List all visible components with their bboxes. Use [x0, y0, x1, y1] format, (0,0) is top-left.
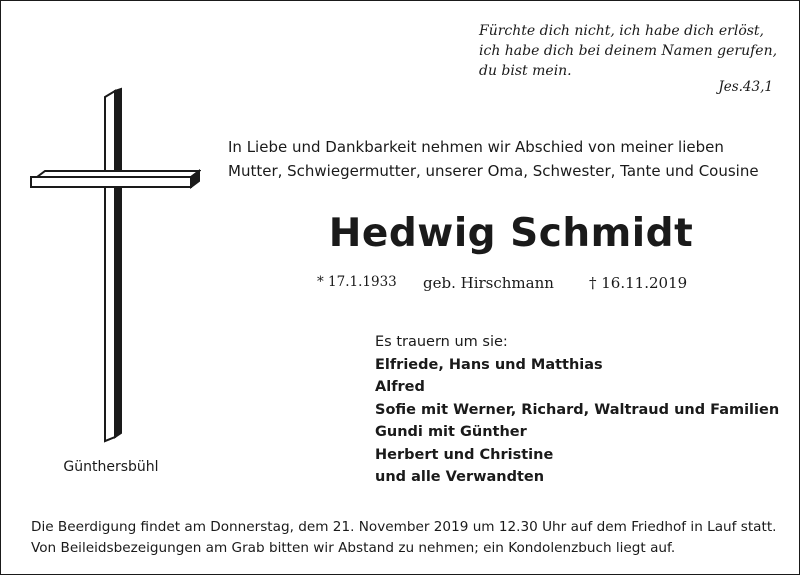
- verse-line: ich habe dich bei deinem Namen gerufen,: [479, 43, 778, 59]
- latin-cross-icon: [29, 87, 201, 443]
- funeral-line: Die Beerdigung findet am Donnerstag, dem 21. November 2019 um 12.30 Uhr auf dem Friedhof in Lauf statt.: [31, 519, 777, 535]
- place-name: Günthersbühl: [63, 459, 159, 475]
- farewell-line: In Liebe und Dankbarkeit nehmen wir Abschied von meiner lieben: [228, 138, 724, 156]
- farewell-text: [228, 135, 788, 183]
- verse-line: du bist mein.: [479, 63, 572, 79]
- birth-date: * 17.1.1933: [317, 274, 397, 290]
- mourner-entry: Elfriede, Hans und Matthias: [375, 356, 603, 373]
- mourner-entry: und alle Verwandten: [375, 469, 545, 485]
- bible-verse: [479, 21, 779, 81]
- verse-line: Fürchte dich nicht, ich habe dich erlöst,: [479, 23, 765, 39]
- mourner-entry: Gundi mit Günther: [375, 424, 527, 440]
- mourner-entry: Sofie mit Werner, Richard, Waltraud und Familien: [375, 401, 780, 418]
- farewell-line: Mutter, Schwiegermutter, unserer Oma, Schwester, Tante und Cousine: [228, 162, 759, 180]
- mourner-entry: Alfred: [375, 379, 425, 395]
- deceased-name: Hedwig Schmidt: [328, 211, 694, 256]
- funeral-details: [31, 517, 791, 559]
- mourners-list: [375, 331, 785, 489]
- verse-reference: Jes.43,1: [718, 79, 773, 95]
- death-date: † 16.11.2019: [589, 274, 688, 292]
- funeral-line: Von Beileidsbezeigungen am Grab bitten wir Abstand zu nehmen; ein Kondolenzbuch liegt auf.: [31, 540, 676, 556]
- mourners-label: Es trauern um sie:: [375, 334, 508, 350]
- mourner-entry: Herbert und Christine: [375, 446, 554, 463]
- maiden-name: geb. Hirschmann: [423, 274, 554, 292]
